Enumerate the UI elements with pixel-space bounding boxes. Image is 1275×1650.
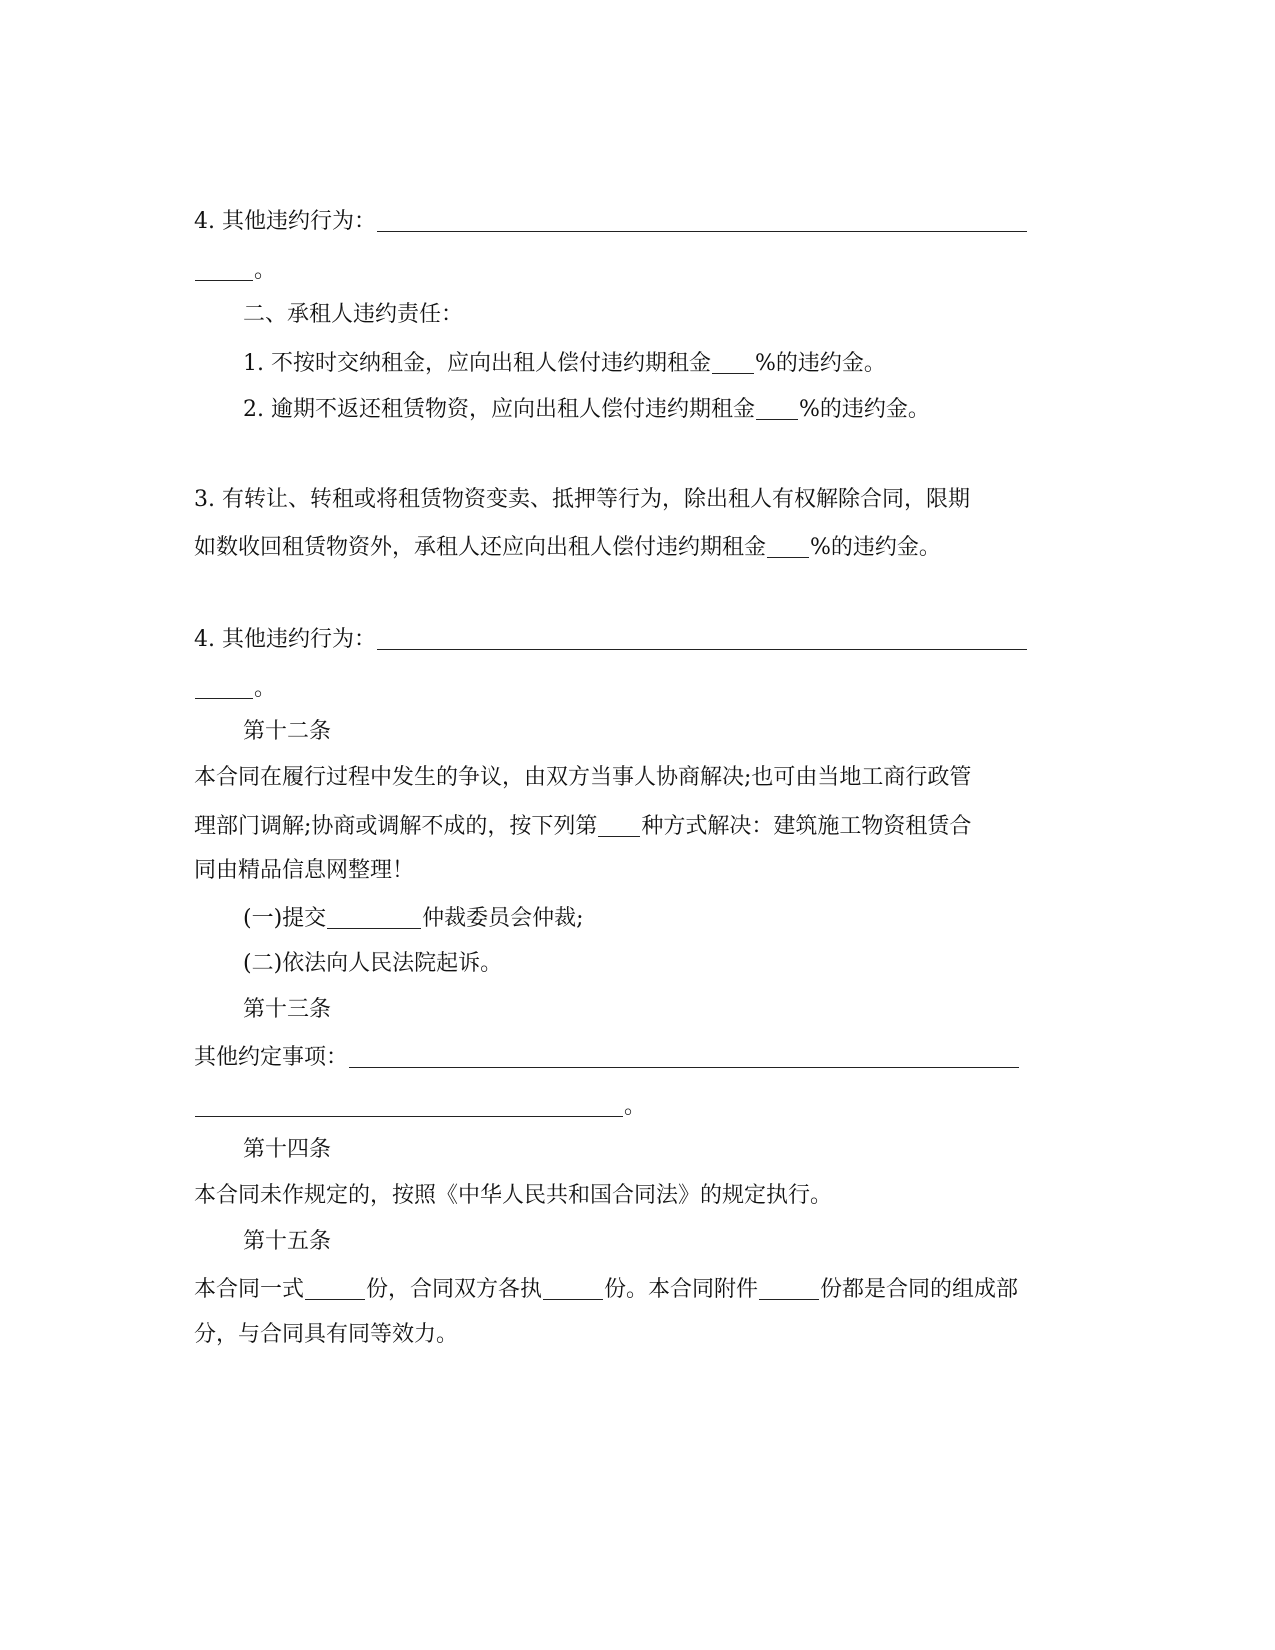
clause-line: 本合同未作规定的，按照《中华人民共和国合同法》的规定执行。	[194, 1183, 833, 1208]
clause-text: 其他约定事项：	[194, 1045, 349, 1070]
fill-in-blank[interactable]	[195, 1094, 623, 1117]
clause-text: 4. 其他违约行为：	[194, 627, 376, 652]
clause-line	[243, 347, 886, 379]
fill-in-blank[interactable]	[767, 535, 809, 558]
article-heading: 第十三条	[243, 997, 332, 1022]
clause-line: 3. 有转让、转租或将租赁物资变卖、抵押等行为，除出租人有权解除合同，限期	[194, 487, 970, 512]
clause-text: 。	[254, 258, 277, 283]
fill-in-blank[interactable]	[195, 258, 253, 281]
clause-text: 仲裁委员会仲裁;	[422, 906, 584, 931]
fill-in-blank[interactable]	[195, 676, 253, 699]
clause-text: (一)提交	[243, 906, 327, 931]
section-heading: 二、承租人违约责任：	[243, 302, 464, 327]
clause-text: 份。本合同附件	[604, 1277, 759, 1302]
clause-line: 分，与合同具有同等效力。	[194, 1322, 459, 1347]
clause-line: 本合同在履行过程中发生的争议，由双方当事人协商解决;也可由当地工商行政管	[194, 765, 972, 790]
fill-in-blank[interactable]	[759, 1277, 819, 1300]
clause-line: (二)依法向人民法院起诉。	[243, 951, 503, 976]
clause-text: 。	[624, 1094, 647, 1119]
clause-line	[194, 531, 941, 563]
clause-line	[194, 623, 1028, 655]
clause-text: 4. 其他违约行为：	[194, 209, 376, 234]
clause-line	[194, 1090, 646, 1122]
fill-in-blank[interactable]	[377, 627, 1027, 650]
clause-text: 份，合同双方各执	[366, 1277, 543, 1302]
clause-line: 同由精品信息网整理！	[194, 858, 415, 883]
article-heading: 第十五条	[243, 1229, 332, 1254]
fill-in-blank[interactable]	[756, 397, 798, 420]
clause-line	[243, 902, 584, 934]
clause-text: 1. 不按时交纳租金，应向出租人偿付违约期租金	[243, 351, 711, 376]
article-heading: 第十四条	[243, 1137, 332, 1162]
clause-text: %的违约金。	[755, 351, 886, 376]
clause-text: %的违约金。	[810, 535, 941, 560]
clause-text: %的违约金。	[799, 397, 930, 422]
clause-line	[194, 1273, 1018, 1305]
clause-line	[194, 205, 1028, 237]
fill-in-blank[interactable]	[712, 351, 754, 374]
clause-text: 理部门调解;协商或调解不成的，按下列第	[194, 814, 598, 839]
clause-line	[194, 1041, 1020, 1073]
clause-text: 2. 逾期不返还租赁物资，应向出租人偿付违约期租金	[243, 397, 755, 422]
clause-text: 本合同一式	[194, 1277, 305, 1302]
clause-text: 如数收回租赁物资外，承租人还应向出租人偿付违约期租金	[194, 535, 767, 560]
fill-in-blank[interactable]	[543, 1277, 603, 1300]
clause-line	[194, 254, 276, 286]
fill-in-blank[interactable]	[305, 1277, 365, 1300]
fill-in-blank[interactable]	[327, 906, 421, 929]
fill-in-blank[interactable]	[377, 209, 1027, 232]
clause-line	[194, 810, 971, 842]
clause-text: 。	[254, 676, 277, 701]
clause-text: 份都是合同的组成部	[820, 1277, 1019, 1302]
article-heading: 第十二条	[243, 719, 332, 744]
clause-line	[243, 393, 930, 425]
clause-text: 种方式解决：建筑施工物资租赁合	[641, 814, 972, 839]
clause-line	[194, 672, 276, 704]
fill-in-blank[interactable]	[598, 814, 640, 837]
fill-in-blank[interactable]	[349, 1045, 1019, 1068]
